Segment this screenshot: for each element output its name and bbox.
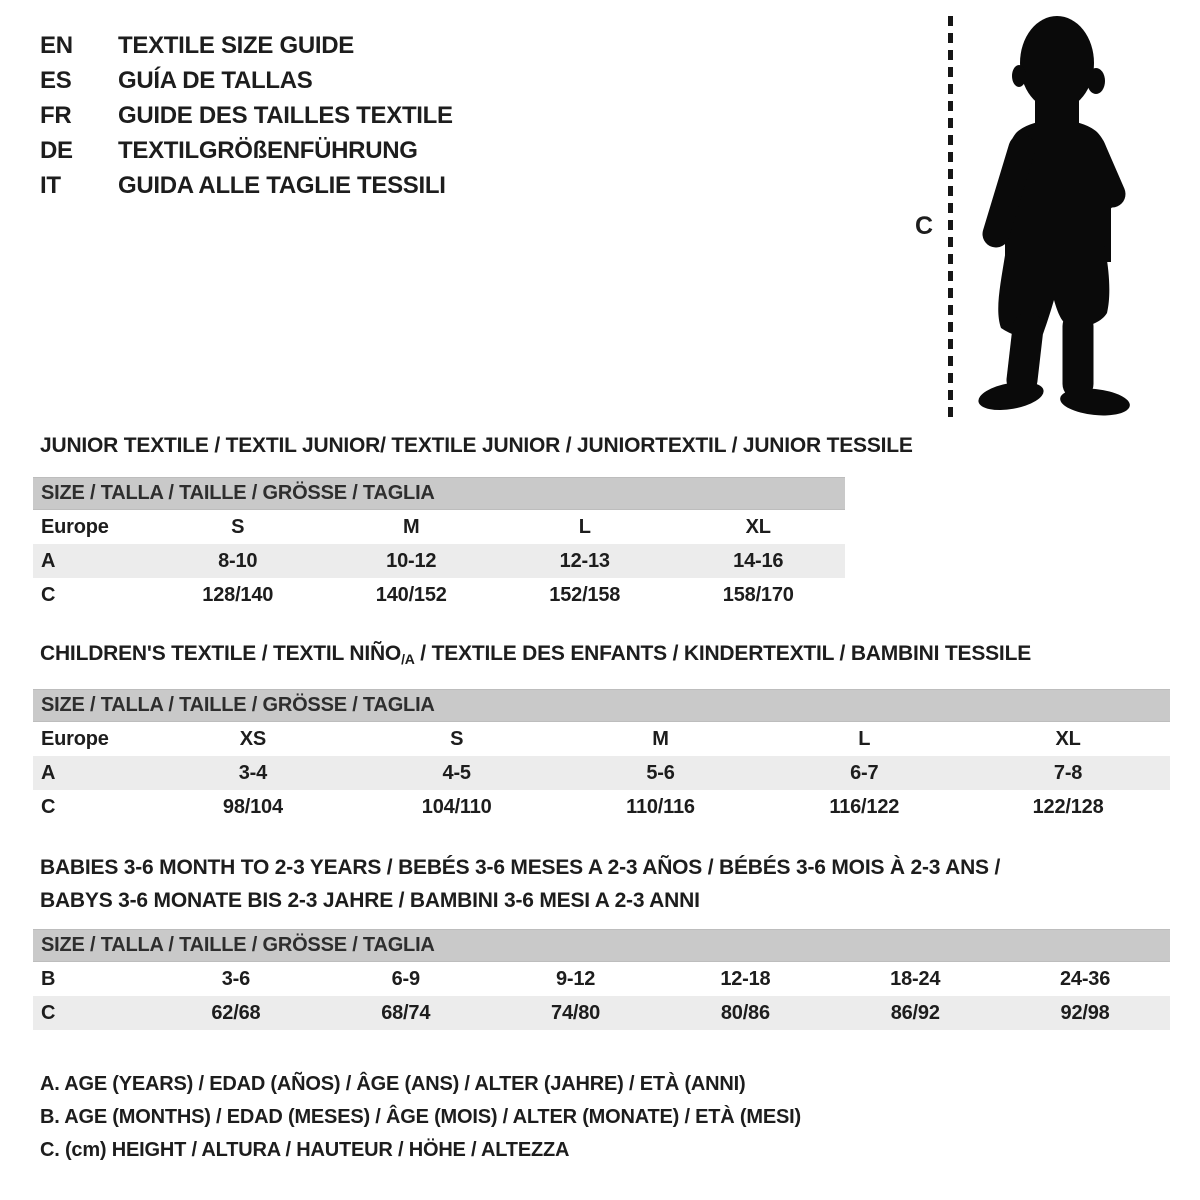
- size-cell: L: [858, 727, 871, 750]
- age-cell: 3-4: [238, 761, 268, 784]
- height-cell: 74/80: [551, 1001, 601, 1024]
- height-cell: 158/170: [722, 583, 794, 606]
- size-cell: L: [578, 515, 591, 538]
- lang-code: ES: [40, 66, 72, 94]
- junior-height-row: [33, 578, 845, 612]
- babies-months-row: [33, 962, 1170, 996]
- row-label: A: [41, 761, 56, 784]
- children-size-header-band: SIZE / TALLA / TAILLE / GRÖSSE / TAGLIA: [33, 689, 1170, 722]
- row-label: B: [41, 967, 56, 990]
- junior-size-header-band: SIZE / TALLA / TAILLE / GRÖSSE / TAGLIA: [33, 477, 845, 510]
- months-cell: 9-12: [555, 967, 596, 990]
- row-label: C: [41, 795, 56, 818]
- row-label: Europe: [41, 727, 109, 750]
- months-cell: 12-18: [720, 967, 771, 990]
- height-cell: 116/122: [829, 795, 900, 818]
- height-measure-label: C: [914, 212, 934, 240]
- babies-title-line2: BABYS 3-6 MONATE BIS 2-3 JAHRE / BAMBINI 3-6 MESI A 2-3 ANNI: [40, 889, 700, 912]
- babies-size-table: [33, 929, 1170, 1030]
- age-cell: 4-5: [442, 761, 471, 784]
- months-cell: 18-24: [890, 967, 941, 990]
- months-cell: 24-36: [1059, 967, 1111, 990]
- height-cell: 104/110: [421, 795, 492, 818]
- language-title-list: [40, 28, 453, 203]
- lang-code: IT: [40, 171, 61, 199]
- height-cell: 128/140: [202, 583, 274, 606]
- height-cell: 92/98: [1060, 1001, 1110, 1024]
- height-cell: 86/92: [890, 1001, 940, 1024]
- lang-row-fr: [40, 98, 453, 133]
- size-cell: S: [231, 515, 245, 538]
- lang-row-en: [40, 28, 453, 63]
- height-cell: 98/104: [222, 795, 283, 818]
- guide-title-fr: GUIDE DES TAILLES TEXTILE: [118, 101, 453, 129]
- babies-size-header-band: SIZE / TALLA / TAILLE / GRÖSSE / TAGLIA: [33, 929, 1170, 962]
- size-cell: XL: [745, 515, 771, 538]
- size-cell: XL: [1055, 727, 1081, 750]
- size-cell: XS: [239, 727, 267, 750]
- age-cell: 10-12: [386, 549, 437, 572]
- legend-age-years: A. AGE (YEARS) / EDAD (AÑOS) / ÂGE (ANS) / ALTER (JAHRE) / ETÀ (ANNI): [40, 1073, 746, 1095]
- lang-row-it: [40, 168, 453, 203]
- lang-row-es: [40, 63, 453, 98]
- lang-row-de: [40, 133, 453, 168]
- row-label: C: [41, 583, 56, 606]
- lang-code: FR: [40, 101, 72, 129]
- height-cell: 68/74: [381, 1001, 431, 1024]
- children-europe-row: [33, 722, 1170, 756]
- months-cell: 6-9: [391, 967, 420, 990]
- row-label: Europe: [41, 515, 109, 538]
- lang-code: DE: [40, 136, 73, 164]
- height-cell: 62/68: [211, 1001, 261, 1024]
- height-dashed-line: [948, 16, 953, 418]
- children-height-row: [33, 790, 1170, 824]
- age-cell: 14-16: [733, 549, 784, 572]
- children-age-row: [33, 756, 1170, 790]
- size-cell: M: [403, 515, 420, 538]
- babies-height-row: [33, 996, 1170, 1030]
- age-cell: 12-13: [559, 549, 610, 572]
- size-cell: M: [652, 727, 669, 750]
- row-label: C: [41, 1001, 56, 1024]
- junior-age-row: [33, 544, 845, 578]
- age-cell: 8-10: [218, 549, 258, 572]
- height-cell: 140/152: [375, 583, 447, 606]
- lang-code: EN: [40, 31, 73, 59]
- legend-age-months: B. AGE (MONTHS) / EDAD (MESES) / ÂGE (MOIS) / ALTER (MONATE) / ETÀ (MESI): [40, 1106, 801, 1128]
- height-cell: 152/158: [549, 583, 621, 606]
- guide-title-en: TEXTILE SIZE GUIDE: [118, 31, 354, 59]
- legend-height-cm: C. (cm) HEIGHT / ALTURA / HAUTEUR / HÖHE / ALTEZZA: [40, 1139, 570, 1161]
- babies-section-title: [40, 851, 1000, 917]
- children-section-title: [40, 642, 1031, 667]
- babies-title-line1: BABIES 3-6 MONTH TO 2-3 YEARS / BEBÉS 3-6 MESES A 2-3 AÑOS / BÉBÉS 3-6 MOIS À 2-3 ANS /: [40, 856, 1001, 879]
- guide-title-es: GUÍA DE TALLAS: [118, 66, 313, 94]
- age-cell: 6-7: [850, 761, 879, 784]
- measurement-legend: [40, 1068, 801, 1167]
- guide-title-de: TEXTILGRÖßENFÜHRUNG: [118, 136, 418, 164]
- age-cell: 5-6: [646, 761, 675, 784]
- children-title-post: / TEXTILE DES ENFANTS / KINDERTEXTIL / BAMBINI TESSILE: [414, 642, 1032, 665]
- row-label: A: [41, 549, 56, 572]
- guide-title-it: GUIDA ALLE TAGLIE TESSILI: [118, 171, 446, 199]
- junior-europe-row: [33, 510, 845, 544]
- junior-section-title: JUNIOR TEXTILE / TEXTIL JUNIOR/ TEXTILE JUNIOR / JUNIORTEXTIL / JUNIOR TESSILE: [40, 434, 913, 457]
- toddler-silhouette-icon: [965, 10, 1145, 420]
- age-cell: 7-8: [1053, 761, 1083, 784]
- junior-size-table: [33, 477, 845, 612]
- height-cell: 122/128: [1032, 795, 1104, 818]
- children-size-table: [33, 689, 1170, 824]
- children-title-pre: CHILDREN'S TEXTILE / TEXTIL NIÑO: [40, 642, 402, 665]
- children-title-sub: /A: [401, 651, 415, 667]
- height-cell: 80/86: [720, 1001, 770, 1024]
- months-cell: 3-6: [221, 967, 251, 990]
- height-cell: 110/116: [626, 795, 695, 818]
- size-cell: S: [450, 727, 464, 750]
